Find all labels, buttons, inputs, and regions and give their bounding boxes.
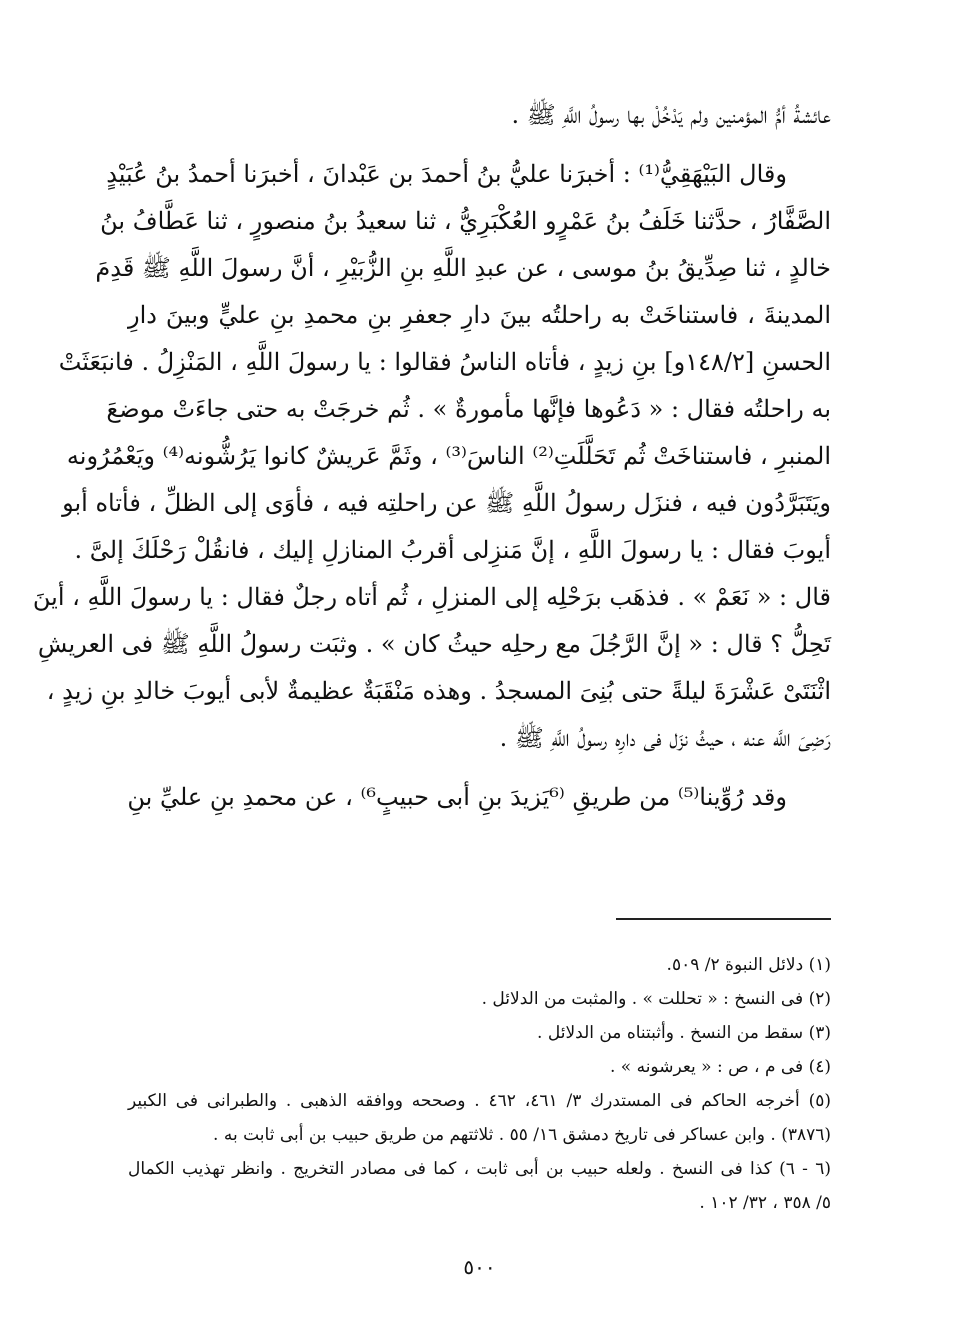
text-line: وقال البَيْهَقِيُّ⁽¹⁾ : أخبرَنا عليُّ بنُ أحمدَ بن عَبْدانَ ، أخبرَنا أحمدُ بنُ عُبَيْدٍ <box>106 160 787 188</box>
text-line: عائشةُ أمُّ المؤمنين ولم يَدْخُلْ بها رسولُ اللَّهِ ﷺ . <box>511 101 831 129</box>
text-line: أيوبَ فقال : يا رسولَ اللَّهِ ، إنَّ مَنزِلى أقربُ المنازلِ إليك ، فانقُلْ رَحْلَكَ إلىَّ . <box>74 536 831 564</box>
text-line: به راحلتُه فقال : « دَعُوها فإنَّها مأمورةٌ » . ثُم خرجَتْ به حتى جاءَتْ موضعَ <box>106 395 831 423</box>
footnote: ٥/ ٣٥٨ ، ٣٢/ ١٠٢ . <box>699 1193 831 1213</box>
text-line: المنبرِ ، فاستناخَتْ ثُم تَحَلَّلَتِ⁽²⁾ الناسَ⁽³⁾ ، وثَمَّ عَريشٌ كانوا يَرُشُّونه⁽⁴⁾ ويَعْمُرُونه <box>66 442 831 470</box>
text-line: الحسنِ [١٤٨/٢و] بنِ زيدٍ ، فأتاه الناسُ فقالوا : يا رسولَ اللَّهِ ، المَنْزِلُ . فانبَعَثَتْ <box>58 348 831 376</box>
text-line: المدينةَ ، فاستناخَتْ به راحلتُه بينَ دارِ جعفرِ بنِ محمدِ بنِ عليٍّ وبينَ دارِ <box>128 301 831 329</box>
footnote: (١) دلائل النبوة ٢/ ٥٠٩. <box>666 955 831 975</box>
page-number: ٥٠٠ <box>463 1255 496 1279</box>
footnote: (٥) أخرجه الحاكم فى المستدرك ٣/ ٤٦١، ٤٦٢ . وصححه ووافقه الذهبى . والطبرانى فى الكبير <box>128 1091 831 1111</box>
text-line: الصَّفَّارُ ، حدَّثنا خَلَفُ بنُ عَمْرٍو العُكْبَرِيُّ ، ثنا سعيدُ بنُ منصورٍ ، ثنا عَطَّافُ بنُ <box>100 207 831 235</box>
text-line: قال : « نَعَمْ » . فذهَب برَحْلِه إلى المنزلِ ، ثُم أتاه رجلٌ فقال : يا رسولَ اللَّهِ ، أينَ <box>32 583 831 611</box>
footnote: (٢) فى النسخ : « تحللت » . والمثبت من الدلائل . <box>481 989 831 1009</box>
footnote: (٤) فى م ، ص : « يعرشونه » . <box>609 1057 831 1077</box>
footnote: (٦ - ٦) كذا فى النسخ . ولعله حبيب بن أبى ثابت ، كما فى مصادر التخريج . وانظر تهذيب الكمال <box>128 1159 831 1179</box>
footnote-separator <box>616 918 831 920</box>
text-line: ويَتَبَرَّدُون فيه ، فنزَل رسولُ اللَّهِ ﷺ عن راحلتِه فيه ، فأوَى إلى الظلِّ ، فأتاه أبو <box>62 489 831 517</box>
main-text <box>32 92 831 821</box>
text-line: وقد رُوِّينا⁽⁵⁾ من طريقِ ⁽⁶يَزيدَ بنِ أبى حبيبٍ⁶⁾ ، عن محمدِ بنِ عليِّ بنِ <box>127 783 787 811</box>
footnote: (٣) سقط من النسخ . وأثبتناه من الدلائل . <box>537 1023 831 1043</box>
footnotes <box>128 948 831 1220</box>
text-line: اثْنَتَىْ عَشْرَةَ ليلةً حتى بُنِىَ المسجدُ . وهذه مَنْقَبَةٌ عظيمةٌ لأبى أيوبَ خالدِ بنِ زيدٍ ، <box>46 677 831 705</box>
text-line: رَضِىَ اللَّه عنه ، حيثُ نزَل فى دارِه رسولُ اللَّهِ ﷺ . <box>499 724 831 752</box>
text-line: تَحِلُّ ؟ قال : « إنَّ الرَّجُلَ مع رحلِه حيثُ كان » . وثبَت رسولُ اللَّهِ ﷺ فى العريشِ <box>37 630 831 658</box>
text-line: خالدٍ ، ثنا صِدِّيقُ بنُ موسى ، عن عبدِ اللَّهِ بنِ الزُّبَيْرِ ، أنَّ رسولَ اللَّهِ ﷺ قَدِمَ <box>95 254 831 282</box>
footnote: (٣٨٧٦) . وابن عساكر فى تاريخ دمشق ١٦/ ٥٥ . ثلاثتهم من طريق حبيب بن أبى ثابت به . <box>213 1125 831 1145</box>
